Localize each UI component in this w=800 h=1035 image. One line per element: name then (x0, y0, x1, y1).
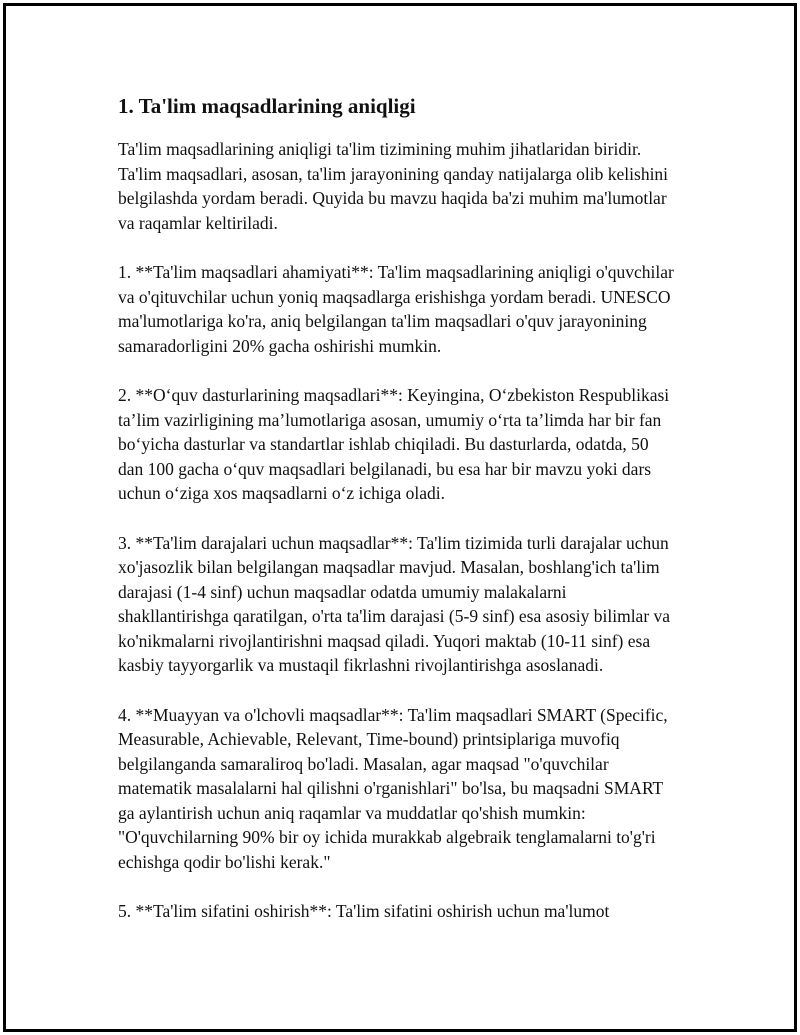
list-item-2-paragraph: 2. **O‘quv dasturlarining maqsadlari**: Keyingina, O‘zbekiston Respublikasi ta’lim vazirligining ma’lumotlariga asosan, umumiy o‘rta ta’limda har bir fan bo‘yicha dasturlar va standartlar ishlab chiqiladi. Bu dasturlarda, odatda, 50 dan 100 gacha o‘quv maqsadlari belgilanadi, bu esa har bir mavzu yoki dars uchun o‘ziga xos maqsadlarni o‘z ichiga oladi. (118, 385, 670, 503)
list-item-5-paragraph: 5. **Ta'lim sifatini oshirish**: Ta'lim sifatini oshirish uchun ma'lumot (118, 901, 610, 921)
list-item-4-paragraph: 4. **Muayyan va o'lchovli maqsadlar**: Ta'lim maqsadlari SMART (Specific, Measurable, Achievable, Relevant, Time-bound) printsiplariga muvofiq belgilanganda samaraliroq bo'ladi. Masalan, agar maqsad "o'quvchilar matematik masalalarni hal qilishni o'rganishlari" bo'lsa, bu maqsadni SMART ga aylantirish uchun aniq raqamlar va muddatlar qo'shish mumkin: "O'quvchilarning 90% bir oy ichida murakkab algebraik tenglamalarni to'g'ri echishga qodir bo'lishi kerak." (118, 704, 668, 872)
section-heading: 1. Ta'lim maqsadlarining aniqligi (118, 94, 416, 118)
list-item-3-paragraph: 3. **Ta'lim darajalari uchun maqsadlar**: Ta'lim tizimida turli darajalar uchun xo'jasozlik bilan belgilangan maqsadlar mavjud. Masalan, boshlang'ich ta'lim darajasi (1-4 sinf) uchun maqsadlar odatda umumiy malakalarni shakllantirishga qaratilgan, o'rta ta'lim darajasi (5-9 sinf) esa asosiy bilimlar va ko'nikmalarni rivojlantirishni maqsad qiladi. Yuqori maktab (10-11 sinf) esa kasbiy tayyorgarlik va mustaqil fikrlashni rivojlantirishga asoslanadi. (118, 532, 671, 675)
intro-paragraph: Ta'lim maqsadlarining aniqligi ta'lim tizimining muhim jihatlaridan biridir. Ta'lim maqsadlari, asosan, ta'lim jarayonining qanday natijalarga olib kelishini belgilashda yordam beradi. Quyida bu mavzu haqida ba'zi muhim ma'lumotlar va raqamlar keltiriladi. (118, 139, 669, 233)
list-item-1-paragraph: 1. **Ta'lim maqsadlari ahamiyati**: Ta'lim maqsadlarining aniqligi o'quvchilar va o'qituvchilar uchun yoniq maqsadlarga erishishga yordam beradi. UNESCO ma'lumotlariga ko'ra, aniq belgilangan ta'lim maqsadlari o'quv jarayonining samaradorligini 20% gacha oshirishi mumkin. (118, 262, 674, 356)
document-body (118, 92, 678, 924)
